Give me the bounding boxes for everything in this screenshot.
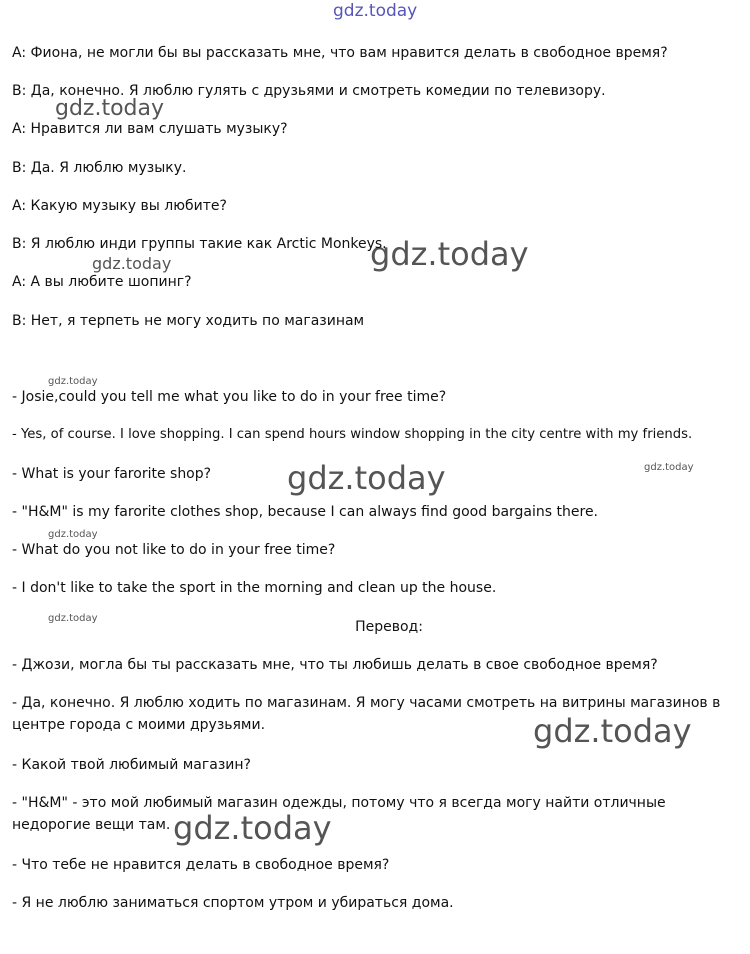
dialog-line: B: Да, конечно. Я люблю гулять с друзьями и смотреть комедии по телевизору.	[12, 83, 606, 99]
dialog-line: - Yes, of course. I love shopping. I can spend hours window shopping in the city centre with my friends.	[12, 427, 693, 442]
dialog-line: - What do you not like to do in your free time?	[12, 542, 336, 558]
watermark: gdz.today	[55, 96, 165, 121]
dialog-line: A: Какую музыку вы любите?	[12, 198, 227, 214]
watermark: gdz.today	[48, 376, 98, 387]
watermark: gdz.today	[173, 809, 332, 847]
translation-line: - Джози, могла бы ты рассказать мне, что ты любишь делать в свое свободное время?	[12, 657, 658, 673]
dialog-line: A: А вы любите шопинг?	[12, 274, 192, 290]
watermark: gdz.today	[644, 462, 694, 473]
dialog-line: - Josie,could you tell me what you like to do in your free time?	[12, 389, 447, 405]
watermark: gdz.today	[287, 459, 446, 497]
dialog-line: B: Да. Я люблю музыку.	[12, 160, 187, 176]
dialog-line: - What is your farorite shop?	[12, 466, 212, 482]
watermark: gdz.today	[333, 1, 418, 21]
translation-line: - Да, конечно. Я люблю ходить по магазинам. Я могу часами смотреть на витрины магазинов в центре города с моими друзьями.	[12, 695, 721, 733]
watermark: gdz.today	[533, 712, 692, 750]
dialog-line: - I don't like to take the sport in the morning and clean up the house.	[12, 580, 497, 596]
watermark: gdz.today	[92, 254, 172, 273]
dialog-line: - "H&M" is my farorite clothes shop, because I can always find good bargains there.	[12, 504, 599, 520]
dialog-line: A: Нравится ли вам слушать музыку?	[12, 121, 288, 137]
translation-heading: Перевод:	[355, 619, 423, 635]
dialog-line: B: Я люблю инди группы такие как Arctic Monkeys.	[12, 236, 387, 252]
translation-line: - Я не люблю заниматься спортом утром и убираться дома.	[12, 895, 454, 911]
watermark: gdz.today	[48, 529, 98, 540]
translation-line: - "H&M" - это мой любимый магазин одежды, потому что я всегда могу найти отличные недорогие вещи там.	[12, 795, 666, 833]
translation-line: - Какой твой любимый магазин?	[12, 757, 251, 773]
watermark: gdz.today	[370, 235, 529, 273]
watermark: gdz.today	[48, 613, 98, 624]
translation-line: - Что тебе не нравится делать в свободное время?	[12, 857, 390, 873]
dialog-line: B: Нет, я терпеть не могу ходить по магазинам	[12, 313, 365, 329]
dialog-line: A: Фиона, не могли бы вы рассказать мне, что вам нравится делать в свободное время?	[12, 45, 668, 61]
